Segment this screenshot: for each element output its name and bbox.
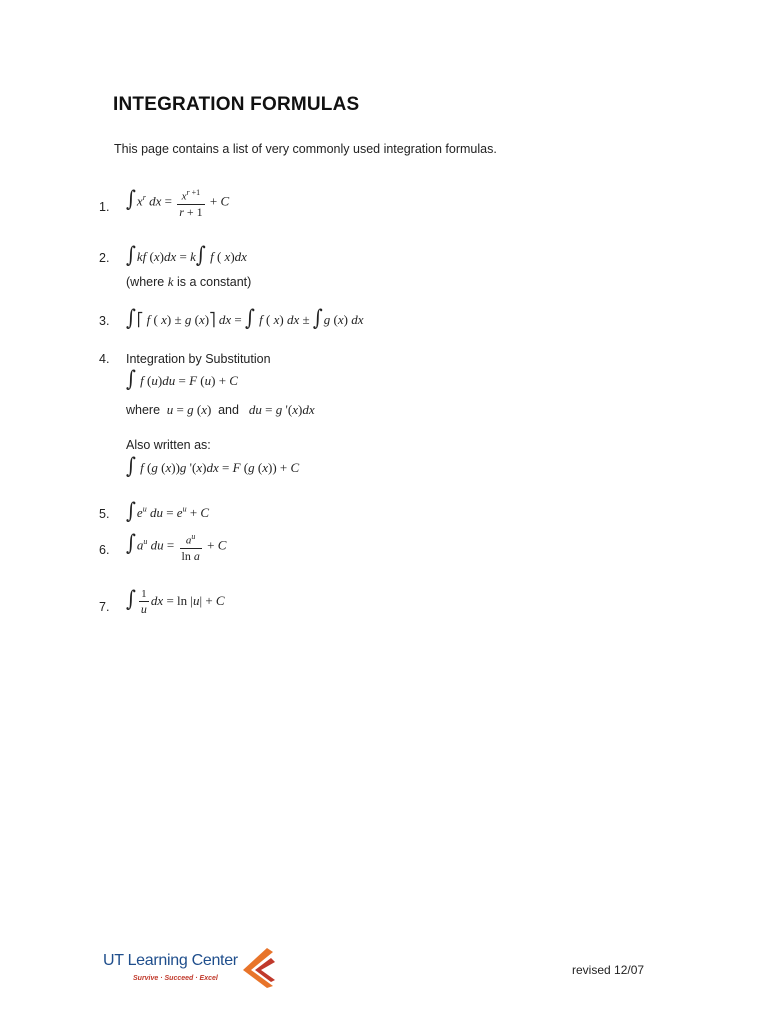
where-label: where: [126, 403, 161, 417]
formula-4a: ∫ f (u)du = F (u) + C: [126, 366, 238, 392]
page-title: INTEGRATION FORMULAS: [113, 94, 360, 115]
revised-date: revised 12/07: [572, 963, 645, 977]
formula-1-number: 1.: [99, 200, 110, 214]
formula-6-number: 6.: [99, 543, 110, 557]
note-post: is a constant): [176, 275, 252, 289]
formula-2: ∫kf (x)dx = k∫ f ( x)dx: [126, 242, 247, 268]
also-written-label: Also written as:: [126, 438, 211, 452]
note-var: k: [167, 274, 174, 289]
formula-6: $\int a^u$ du = $\frac{a^u}{\text{ln a}}$ + C: [126, 530, 227, 563]
formula-2-number: 2.: [99, 251, 110, 265]
formula-3: ∫⎡ f ( x) ± g (x)⎤ dx = ∫ f ( x) dx ± ∫g (x) dx: [126, 305, 364, 331]
intro-text: This page contains a list of very commonly used integration formulas.: [114, 142, 497, 156]
formula-1: $\int x^r$ dx = $\frac{x^{r +1}}{r + 1}$ + C: [126, 186, 230, 219]
note-pre: (where: [126, 275, 165, 289]
formula-4b: ∫ f (g (x))g '(x)dx = F (g (x)) + C: [126, 453, 300, 479]
formula-5: $\int e^u$ du = $e^u + C$: [126, 498, 210, 524]
formula-4-number: 4.: [99, 352, 110, 366]
formula-3-number: 3.: [99, 314, 110, 328]
and-label: and: [218, 403, 239, 417]
formula-5-number: 5.: [99, 507, 110, 521]
chevron-logo-icon: [237, 946, 277, 990]
formula-4-where: where u = g (x) and du = g '(x)dx: [126, 402, 315, 417]
formula-2-note: [126, 274, 251, 290]
ut-learning-center-logo: [103, 950, 283, 990]
formula-4-heading: Integration by Substitution: [126, 352, 271, 366]
formula-7: ∫ $\frac{1}{u}$ dx = ln |u| + C: [126, 586, 225, 617]
logo-text: UT Learning Center: [103, 952, 238, 969]
formula-7-number: 7.: [99, 600, 110, 614]
logo-tagline: Survive · Succeed · Excel: [133, 975, 218, 982]
